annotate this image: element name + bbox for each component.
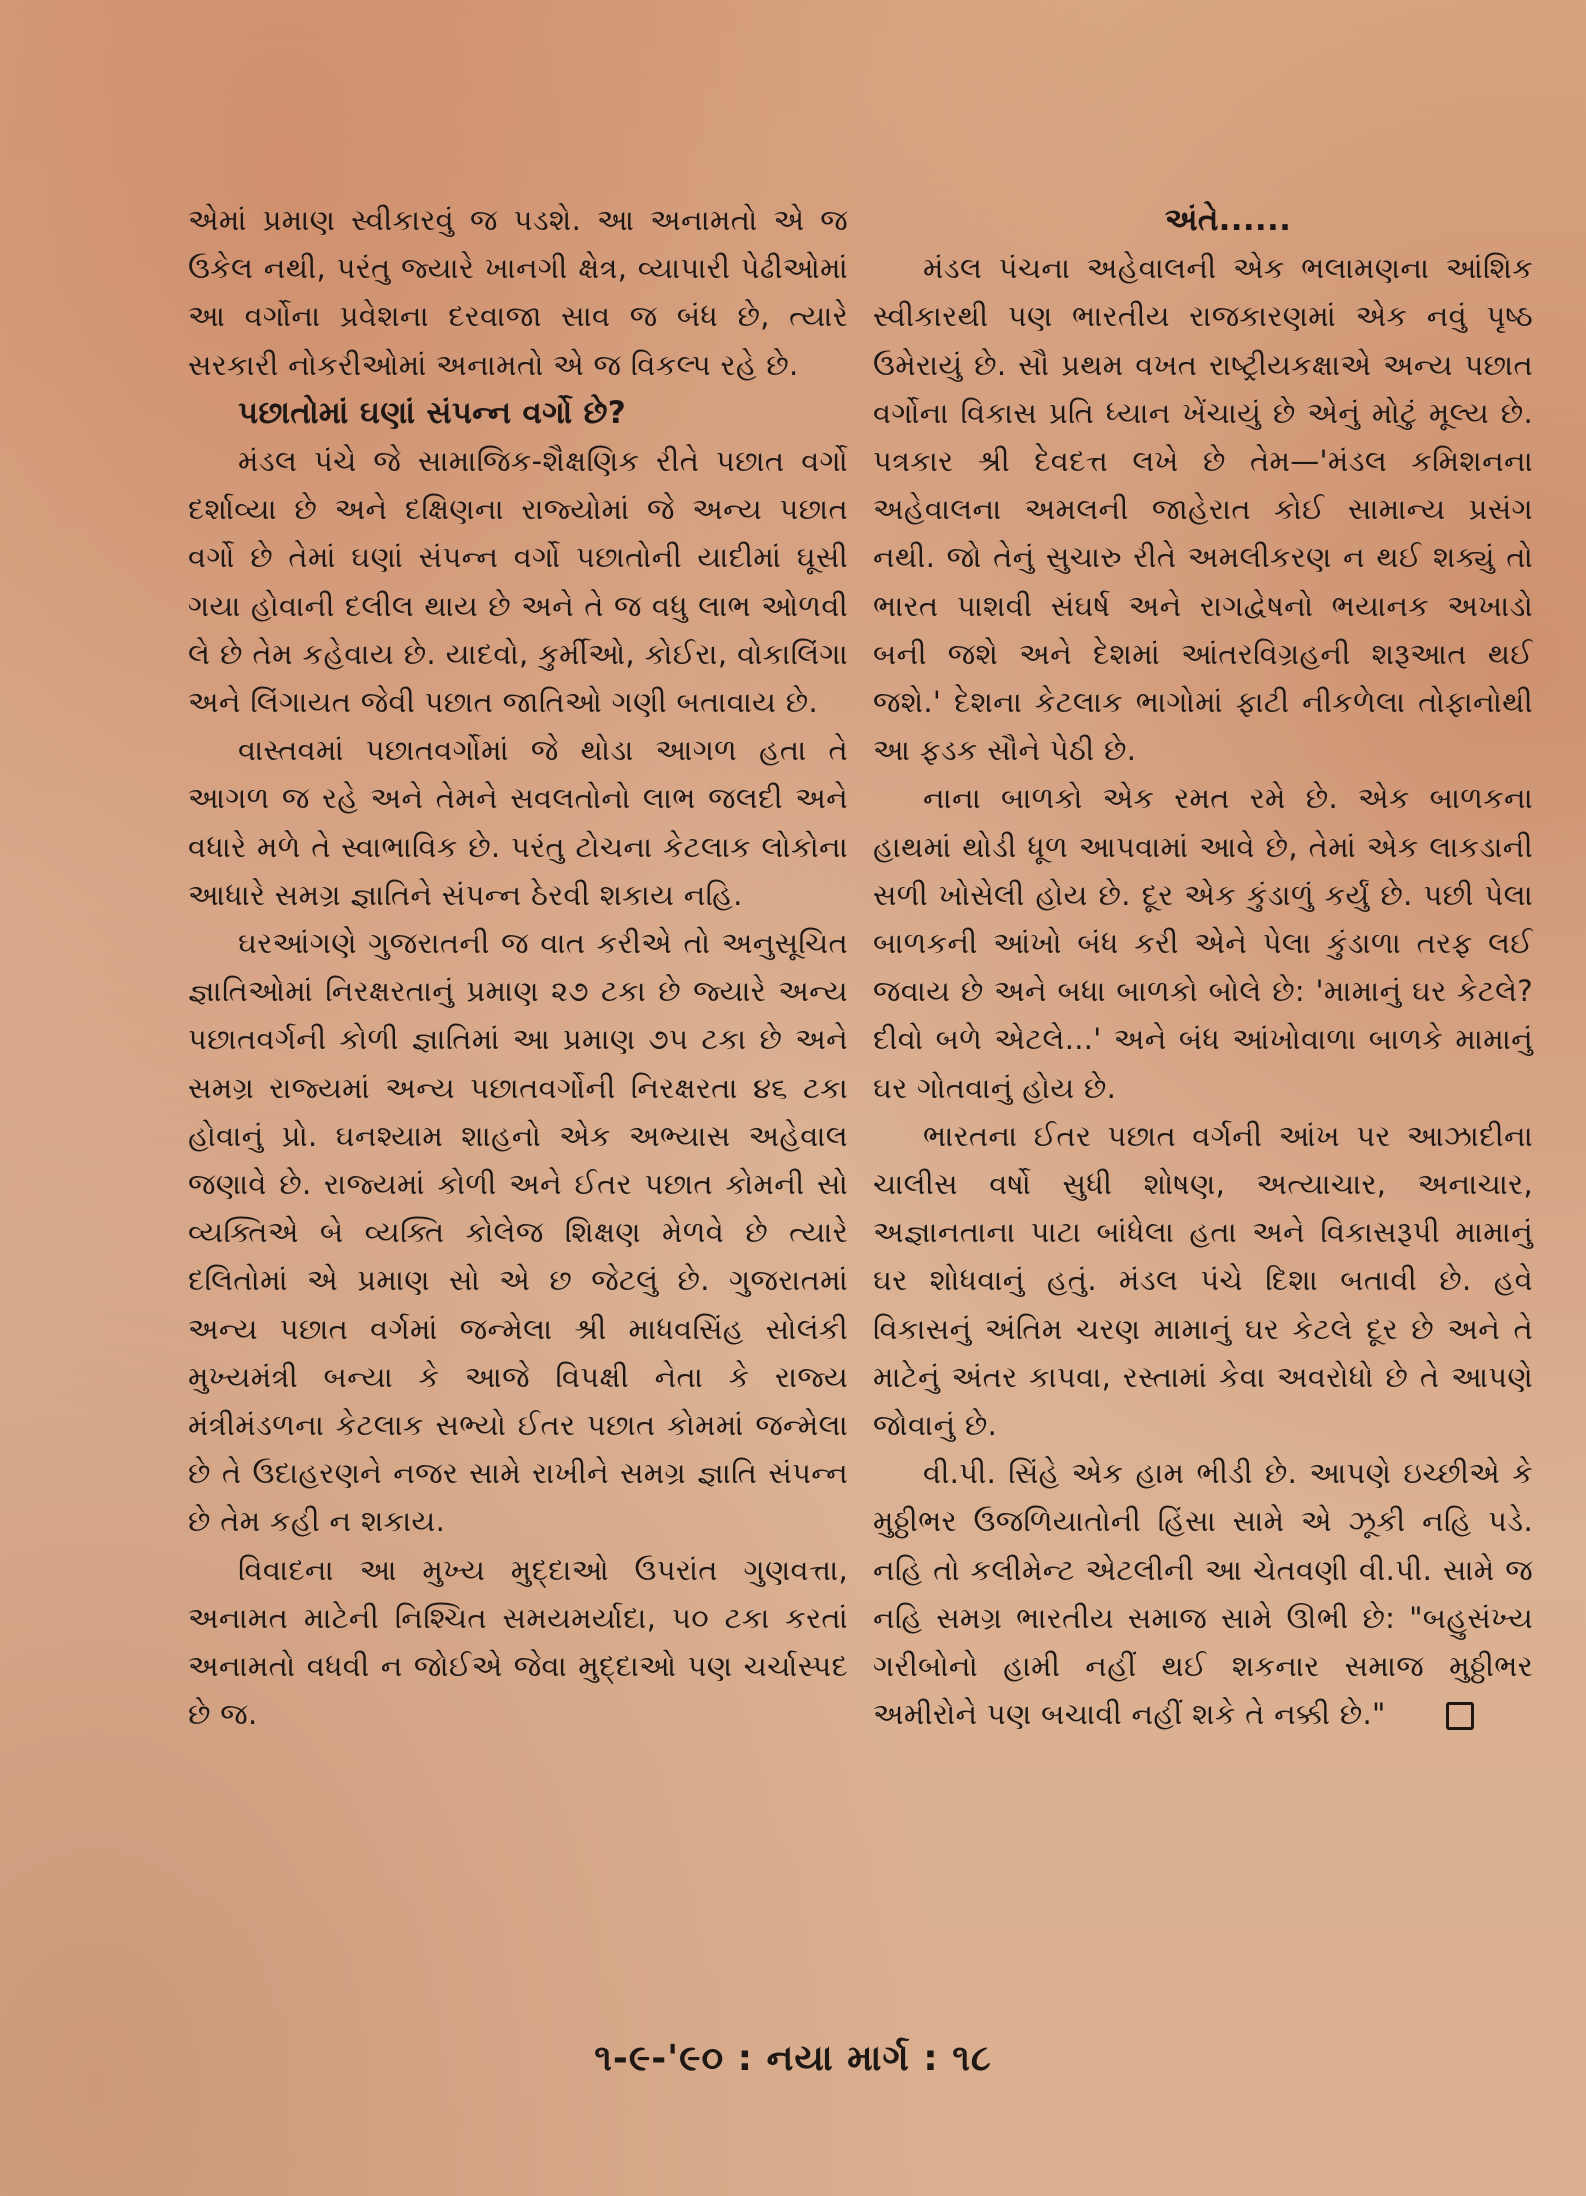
paragraph: ઘરઆંગણે ગુજરાતની જ વાત કરીએ તો અનુસૂચિત જ્ઞાતિઓમાં નિરક્ષરતાનું પ્રમાણ ૨૭ ટકા છે જ્યારે અન્ય પછાતવર્ગની કોળી જ્ઞાતિમાં આ પ્રમાણ ૭૫ ટકા છે અને સમગ્ર રાજ્યમાં અન્ય પછાતવર્ગોની નિરક્ષરતા ૪૬ ટકા હોવાનું પ્રો. ઘનશ્યામ શાહનો એક અભ્યાસ અહેવાલ જણાવે છે. રાજ્યમાં કોળી અને ઈતર પછાત કોમની સો વ્યક્તિએ બે વ્યક્તિ કોલેજ શિક્ષણ મેળવે છે ત્યારે દલિતોમાં એ પ્રમાણ સો એ છ જેટલું છે. ગુજરાતમાં અન્ય પછાત વર્ગમાં જન્મેલા શ્રી માધવસિંહ સોલંકી મુખ્યમંત્રી બન્યા કે આજે વિપક્ષી નેતા કે રાજ્ય મંત્રીમંડળના કેટલાક સભ્યો ઈતર પછાત કોમમાં જન્મેલા છે તે ઉદાહરણને નજર સામે રાખીને સમગ્ર જ્ઞાતિ સંપન્ન છે તેમ કહી ન શકાય. bbox=[188, 926, 848, 1539]
paragraph: વિવાદના આ મુખ્ય મુદ્દાઓ ઉપરાંત ગુણવત્તા, અનામત માટેની નિશ્ચિત સમયમર્યાદા, ૫૦ ટકા કરતાં અનામતો વધવી ન જોઈએ જેવા મુદ્દાઓ પણ ચર્ચાસ્પદ છે જ. bbox=[188, 1552, 848, 1732]
paragraph: વાસ્તવમાં પછાતવર્ગોમાં જે થોડા આગળ હતા તે આગળ જ રહે અને તેમને સવલતોનો લાભ જલદી અને વધારે મળે તે સ્વાભાવિક છે. પરંતુ ટોચના કેટલાક લોકોના આધારે સમગ્ર જ્ઞાતિને સંપન્ન ઠેરવી શકાય નહિ. bbox=[188, 733, 848, 912]
section-heading: પછાતોમાં ઘણાં સંપન્ન વર્ગો છે? bbox=[238, 394, 627, 431]
paragraph: એમાં પ્રમાણ સ્વીકારવું જ પડશે. આ અનામતો એ જ ઉકેલ નથી, પરંતુ જ્યારે ખાનગી ક્ષેત્ર, વ્યાપારી પેઢીઓમાં આ વર્ગોના પ્રવેશના દરવાજા સાવ જ બંધ છે, ત્યારે સરકારી નોકરીઓમાં અનામતો એ જ વિકલ્પ રહે છે. bbox=[188, 203, 848, 382]
page-footer: ૧-૯-'૯૦ : નયા માર્ગ : ૧૮ bbox=[594, 2038, 992, 2079]
paragraph: ભારતના ઈતર પછાત વર્ગની આંખ પર આઝાદીના ચાલીસ વર્ષો સુધી શોષણ, અત્યાચાર, અનાચાર, અજ્ઞાનતાના પાટા બાંધેલા હતા અને વિકાસરૂપી મામાનું ઘર શોધવાનું હતું. મંડલ પંચે દિશા બતાવી છે. હવે વિકાસનું અંતિમ ચરણ મામાનું ઘર કેટલે દૂર છે અને તે માટેનું અંતર કાપવા, રસ્તામાં કેવા અવરોધો છે તે આપણે જોવાનું છે. bbox=[873, 1118, 1533, 1443]
paragraph-text: વી.પી. સિંહે એક હામ ભીડી છે. આપણે ઇચ્છીએ કે મુઠ્ઠીભર ઉજળિયાતોની હિંસા સામે એ ઝૂકી નહિ પડે. નહિ તો કલીમેન્ટ એટલીની આ ચેતવણી વી.પી. સામે જ નહિ સમગ્ર ભારતીય સમાજ સામે ઊભી છે: "બહુસંખ્ય ગરીબોનો હામી નહીં થઈ શકનાર સમાજ મુઠ્ઠીભર અમીરોને પણ બચાવી નહીં શકે તે નક્કી છે." bbox=[873, 1456, 1533, 1732]
right-column bbox=[873, 196, 1533, 1739]
paragraph-last bbox=[873, 1449, 1533, 1738]
end-mark-icon bbox=[1446, 1702, 1474, 1730]
section-heading: અંતે...... bbox=[1164, 202, 1292, 238]
left-column bbox=[188, 196, 848, 1739]
paragraph: મંડલ પંચે જે સામાજિક-શૈક્ષણિક રીતે પછાત વર્ગો દર્શાવ્યા છે અને દક્ષિણના રાજ્યોમાં જે અન્ય પછાત વર્ગો છે તેમાં ઘણાં સંપન્ન વર્ગો પછાતોની યાદીમાં ઘૂસી ગયા હોવાની દલીલ થાય છે અને તે જ વધુ લાભ ઓળવી લે છે તેમ કહેવાય છે. યાદવો, કુર્મીઓ, કોઈરા, વોકાલિંગા અને લિંગાયત જેવી પછાત જાતિઓ ગણી બતાવાય છે. bbox=[188, 444, 848, 720]
paragraph: નાના બાળકો એક રમત રમે છે. એક બાળકના હાથમાં થોડી ધૂળ આપવામાં આવે છે, તેમાં એક લાકડાની સળી ખોસેલી હોય છે. દૂર એક કુંડાળું કર્યું છે. પછી પેલા બાળકની આંખો બંધ કરી એને પેલા કુંડાળા તરફ લઈ જવાય છે અને બધા બાળકો બોલે છે: 'મામાનું ઘર કેટલે? દીવો બળે એટલે...' અને બંધ આંખોવાળા બાળકે મામાનું ઘર ગોતવાનું હોય છે. bbox=[873, 781, 1533, 1105]
paragraph: મંડલ પંચના અહેવાલની એક ભલામણના આંશિક સ્વીકારથી પણ ભારતીય રાજકારણમાં એક નવું પૃષ્ઠ ઉમેરાયું છે. સૌ પ્રથમ વખત રાષ્ટ્રીયકક્ષાએ અન્ય પછાત વર્ગોના વિકાસ પ્રતિ ધ્યાન ખેંચાયું છે એનું મોટું મૂલ્ય છે. પત્રકાર શ્રી દેવદત્ત લખે છે તેમ—'મંડલ કમિશનના અહેવાલના અમલની જાહેરાત કોઈ સામાન્ય પ્રસંગ નથી. જો તેનું સુચારુ રીતે અમલીકરણ ન થઈ શક્યું તો ભારત પાશવી સંઘર્ષ અને રાગદ્વેષનો ભયાનક અખાડો બની જશે અને દેશમાં આંતરવિગ્રહની શરૂઆત થઈ જશે.' દેશના કેટલાક ભાગોમાં ફાટી નીકળેલા તોફાનોથી આ ફડક સૌને પેઠી છે. bbox=[873, 251, 1533, 768]
